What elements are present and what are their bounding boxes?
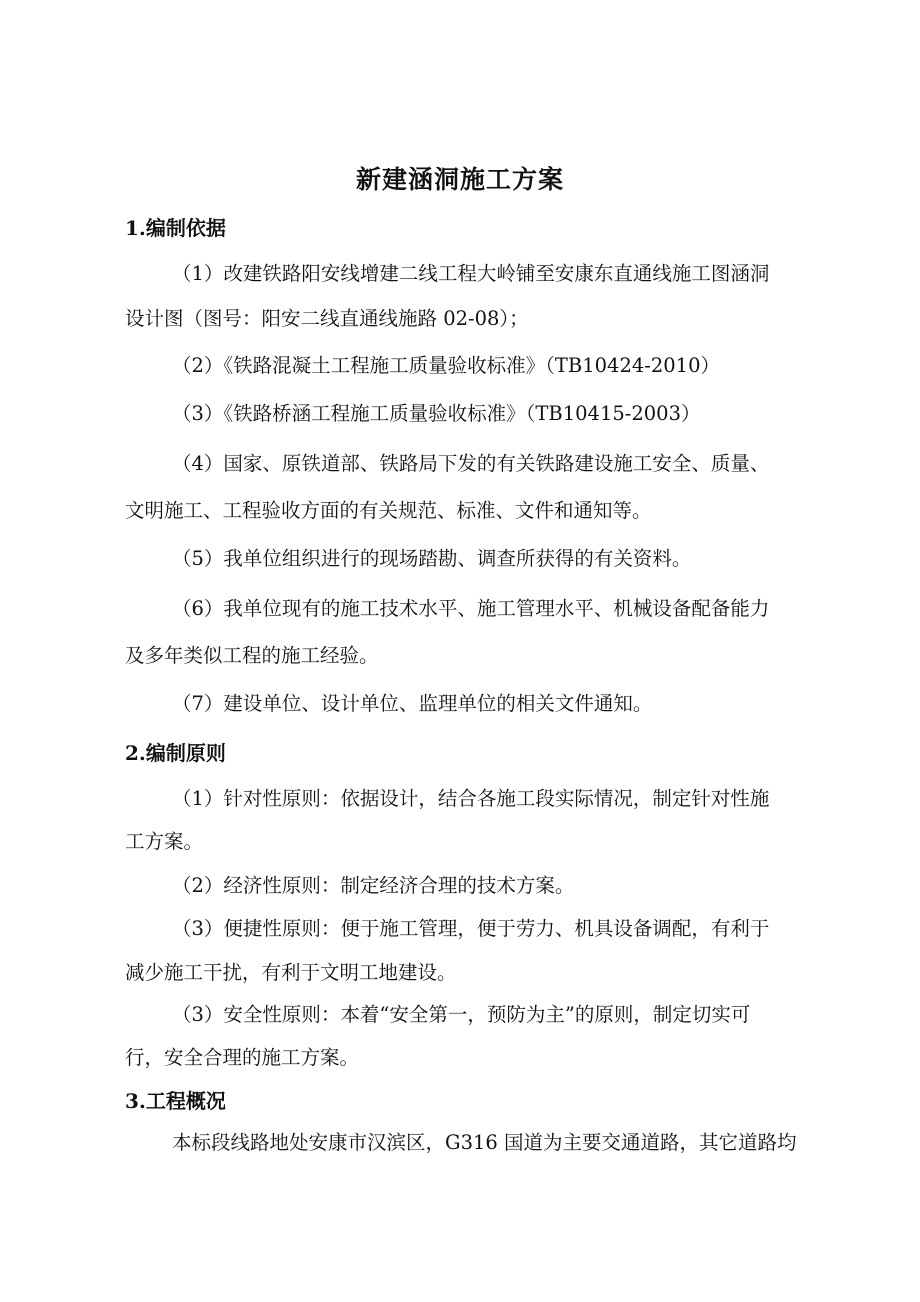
section-heading-overview: 3.工程概况 xyxy=(125,1089,226,1113)
basis-item-1-line-2: 设计图（图号：阳安二线直通线施路 02-08）； xyxy=(125,307,529,330)
principle-item-1-line-1: （1）针对性原则：依据设计，结合各施工段实际情况，制定针对性施 xyxy=(172,787,770,810)
basis-item-5: （5）我单位组织进行的现场踏勘、调查所获得的有关资料。 xyxy=(172,547,692,570)
principle-item-3-line-2: 减少施工干扰，有利于文明工地建设。 xyxy=(125,961,457,984)
principle-item-4-line-2: 行，安全合理的施工方案。 xyxy=(125,1046,360,1069)
section-heading-basis: 1.编制依据 xyxy=(125,216,226,240)
overview-paragraph: 本标段线路地处安康市汉滨区，G316 国道为主要交通道路，其它道路均 xyxy=(172,1131,797,1154)
basis-item-2: （2）《铁路混凝土工程施工质量验收标准》（TB10424-2010） xyxy=(172,354,720,377)
basis-item-6-line-2: 及多年类似工程的施工经验。 xyxy=(125,644,379,667)
principle-item-2: （2）经济性原则：制定经济合理的技术方案。 xyxy=(172,874,575,897)
principle-item-3-line-1: （3）便捷性原则：便于施工管理，便于劳力、机具设备调配，有利于 xyxy=(172,917,770,940)
basis-item-6-line-1: （6）我单位现有的施工技术水平、施工管理水平、机械设备配备能力 xyxy=(172,597,770,620)
basis-item-7: （7）建设单位、设计单位、监理单位的相关文件通知。 xyxy=(172,692,653,715)
basis-item-1-line-1: （1）改建铁路阳安线增建二线工程大岭铺至安康东直通线施工图涵洞 xyxy=(172,262,770,285)
basis-item-4-line-2: 文明施工、工程验收方面的有关规范、标准、文件和通知等。 xyxy=(125,499,652,522)
principle-item-1-line-2: 工方案。 xyxy=(125,830,204,853)
basis-item-4-line-1: （4）国家、原铁道部、铁路局下发的有关铁路建设施工安全、质量、 xyxy=(172,452,770,475)
document-title: 新建涵洞施工方案 xyxy=(355,165,564,194)
basis-item-3: （3）《铁路桥涵工程施工质量验收标准》（TB10415-2003） xyxy=(172,402,701,425)
principle-item-4-line-1: （3）安全性原则：本着“安全第一，预防为主”的原则，制定切实可 xyxy=(172,1003,751,1026)
section-heading-principles: 2.编制原则 xyxy=(125,741,226,765)
